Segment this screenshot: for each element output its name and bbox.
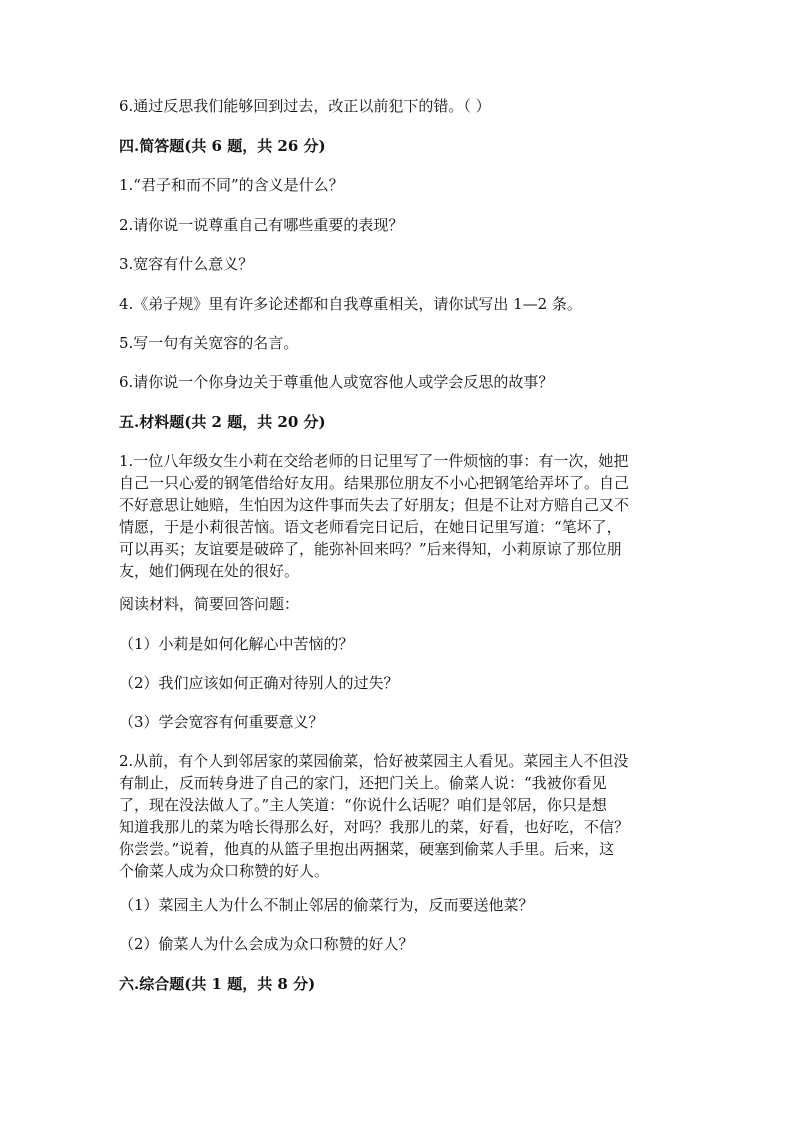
material-1-subquestion-2: （2）我们应该如何正确对待别人的过失？	[119, 674, 399, 692]
material-1-line: 自己一只心爱的钢笔借给好友用。结果那位朋友不小心把钢笔给弄坏了。自己	[119, 474, 630, 492]
material-2-line: 了，现在没法做人了。”主人笑道：“你说什么话呢？咱们是邻居，你只是想	[119, 796, 607, 814]
material-2-line: 知道我那儿的菜为啥长得那么好，对吗？我那儿的菜，好看，也好吃，不信？	[119, 818, 630, 836]
short-answer-question-1: 1.“君子和而不同”的含义是什么？	[119, 176, 344, 194]
material-1-subquestion-3: （3）学会宽容有何重要意义？	[119, 713, 324, 731]
short-answer-question-4: 4.《弟子规》里有许多论述都和自我尊重相关，请你试写出 1—2 条。	[119, 295, 582, 313]
material-1-line: 可以再买；友谊要是破碎了，能弥补回来吗？”后来得知，小莉原谅了那位朋	[119, 540, 622, 558]
material-1-line: 友，她们俩现在处的很好。	[119, 562, 300, 580]
material-2-text	[119, 750, 679, 882]
material-1-line: 情愿，于是小莉很苦恼。语文老师看完日记后，在她日记里写道：“笔坏了，	[119, 518, 622, 536]
short-answer-question-2: 2.请你说一说尊重自己有哪些重要的表现？	[119, 216, 404, 234]
material-1-line: 1.一位八年级女生小莉在交给老师的日记里写了一件烦恼的事：有一次，她把	[119, 452, 629, 470]
material-1-prompt: 阅读材料，简要回答问题：	[119, 595, 300, 613]
material-2-line: 2.从前，有个人到邻居家的菜园偷菜，恰好被菜园主人看见。菜园主人不但没	[119, 752, 629, 770]
material-1-line: 不好意思让她赔，生怕因为这件事而失去了好朋友；但是不让对方赔自己又不	[119, 496, 630, 514]
material-2-subquestion-1: （1）菜园主人为什么不制止邻居的偷菜行为，反而要送他菜？	[119, 896, 534, 914]
material-1-subquestion-1: （1）小莉是如何化解心中苦恼的？	[119, 635, 354, 653]
material-2-line: 你尝尝。”说着，他真的从篮子里抱出两捆菜，硬塞到偷菜人手里。后来，这	[119, 840, 615, 858]
short-answer-question-3: 3.宽容有什么意义？	[119, 255, 254, 273]
section-6-title: 六.综合题(共 1 题，共 8 分)	[119, 975, 316, 993]
short-answer-question-5: 5.写一句有关宽容的名言。	[119, 334, 299, 352]
short-answer-question-6: 6.请你说一个你身边关于尊重他人或宽容他人或学会反思的故事？	[119, 373, 554, 391]
section-4-title: 四.简答题(共 6 题，共 26 分)	[119, 137, 326, 155]
material-2-line: 个偷菜人成为众口称赞的好人。	[119, 862, 330, 880]
material-2-line: 有制止，反而转身进了自己的家门，还把门关上。偷菜人说：“我被你看见	[119, 774, 607, 792]
question-true-false-6: 6.通过反思我们能够回到过去，改正以前犯下的错。（ ）	[119, 97, 491, 115]
material-1-text	[119, 450, 679, 582]
section-5-title: 五.材料题(共 2 题，共 20 分)	[119, 413, 326, 431]
material-2-subquestion-2: （2）偷菜人为什么会成为众口称赞的好人？	[119, 935, 414, 953]
